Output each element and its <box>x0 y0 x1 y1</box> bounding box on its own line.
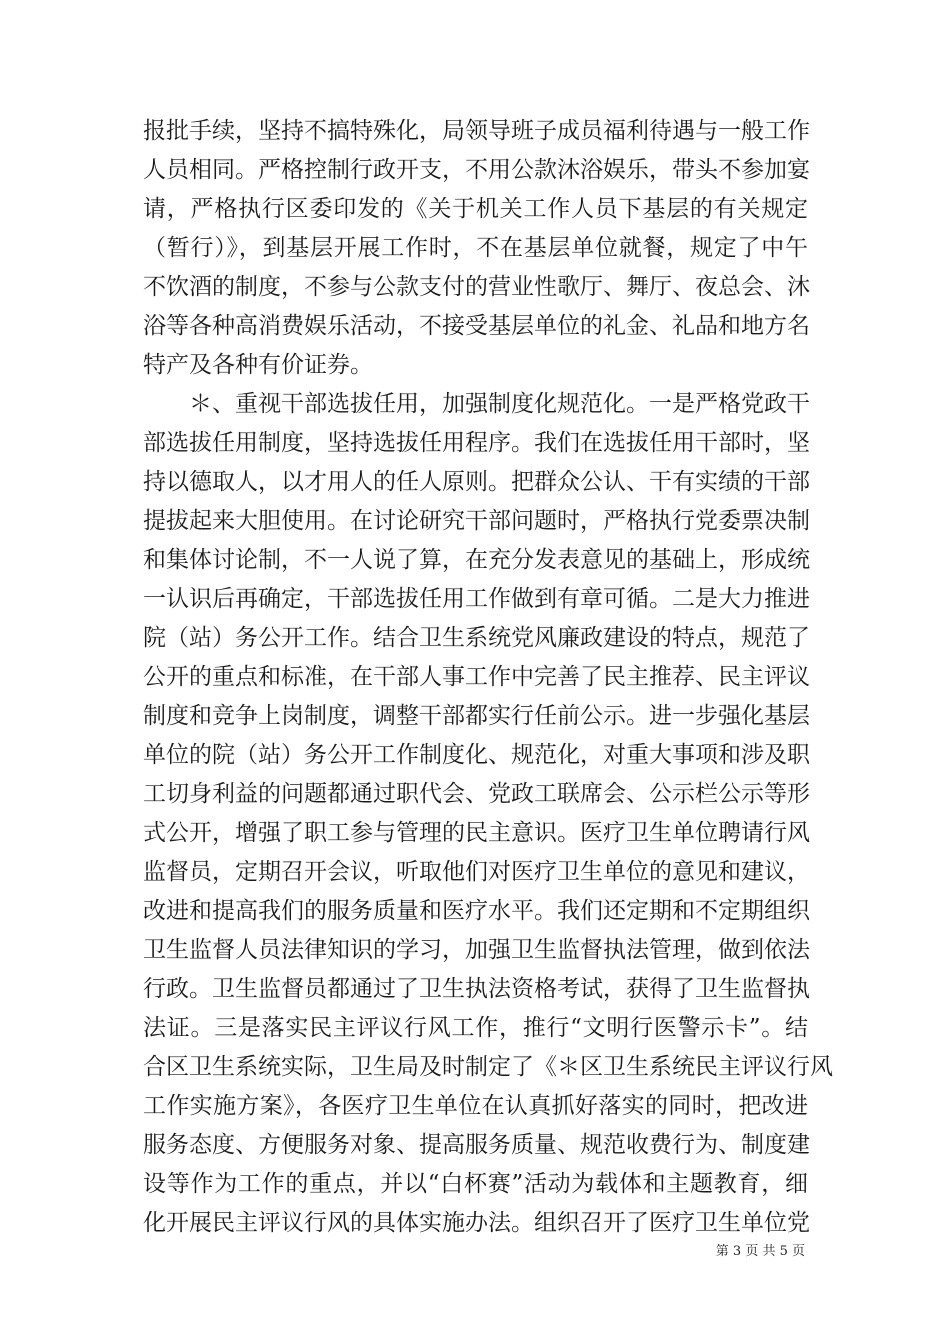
text-line: 浴等各种高消费娱乐活动，不接受基层单位的礼金、礼品和地方名 <box>143 313 810 339</box>
text-line: 改进和提高我们的服务质量和医疗水平。我们还定期和不定期组织 <box>143 898 810 924</box>
text-line: 持以德取人，以才用人的任人原则。把群众公认、干有实绩的干部 <box>143 469 810 495</box>
text-line: 单位的院（站）务公开工作制度化、规范化，对重大事项和涉及职 <box>143 742 810 768</box>
text-line: 人员相同。严格控制行政开支，不用公款沐浴娱乐，带头不参加宴 <box>143 157 810 183</box>
text-line: 不饮酒的制度，不参与公款支付的营业性歌厅、舞厅、夜总会、沐 <box>143 274 810 300</box>
page-number-footer: 第 3 页 共 5 页 <box>715 1244 805 1259</box>
text-line: 法证。三是落实民主评议行风工作，推行“文明行医警示卡”。结 <box>143 1015 808 1041</box>
text-line: 卫生监督人员法律知识的学习，加强卫生监督执法管理，做到依法 <box>143 937 810 963</box>
text-line: 报批手续，坚持不搞特殊化，局领导班子成员福利待遇与一般工作 <box>143 118 810 144</box>
text-line: 式公开，增强了职工参与管理的民主意识。医疗卫生单位聘请行风 <box>143 820 810 846</box>
text-line: 一认识后再确定，干部选拔任用工作做到有章可循。二是大力推进 <box>143 586 810 612</box>
text-line: 监督员，定期召开会议，听取他们对医疗卫生单位的意见和建议， <box>143 859 810 885</box>
text-line: 合区卫生系统实际，卫生局及时制定了《＊区卫生系统民主评议行风 <box>143 1054 833 1080</box>
text-line: 特产及各种有价证券。 <box>143 352 373 378</box>
text-line: 提拔起来大胆使用。在讨论研究干部问题时，严格执行党委票决制 <box>143 508 810 534</box>
text-line: 设等作为工作的重点，并以“白杯赛”活动为载体和主题教育，细 <box>143 1171 808 1197</box>
text-line: 部选拔任用制度，坚持选拔任用程序。我们在选拔任用干部时，坚 <box>143 430 810 456</box>
text-line: 工切身利益的问题都通过职代会、党政工联席会、公示栏公示等形 <box>143 781 810 807</box>
text-line: 服务态度、方便服务对象、提高服务质量、规范收费行为、制度建 <box>143 1132 810 1158</box>
text-line: ＊、重视干部选拔任用，加强制度化规范化。一是严格党政干 <box>143 391 810 417</box>
text-line: 制度和竞争上岗制度，调整干部都实行任前公示。进一步强化基层 <box>143 703 810 729</box>
text-line: 和集体讨论制，不一人说了算，在充分发表意见的基础上，形成统 <box>143 547 810 573</box>
text-line: 院（站）务公开工作。结合卫生系统党风廉政建设的特点，规范了 <box>143 625 810 651</box>
text-line: （暂行）》，到基层开展工作时，不在基层单位就餐，规定了中午 <box>143 235 808 261</box>
text-line: 请，严格执行区委印发的《关于机关工作人员下基层的有关规定 <box>143 196 808 222</box>
text-line: 化开展民主评议行风的具体实施办法。组织召开了医疗卫生单位党 <box>143 1210 810 1236</box>
text-line: 公开的重点和标准，在干部人事工作中完善了民主推荐、民主评议 <box>143 664 810 690</box>
text-line: 工作实施方案》，各医疗卫生单位在认真抓好落实的同时，把改进 <box>143 1093 808 1119</box>
text-line: 行政。卫生监督员都通过了卫生执法资格考试，获得了卫生监督执 <box>143 976 810 1002</box>
